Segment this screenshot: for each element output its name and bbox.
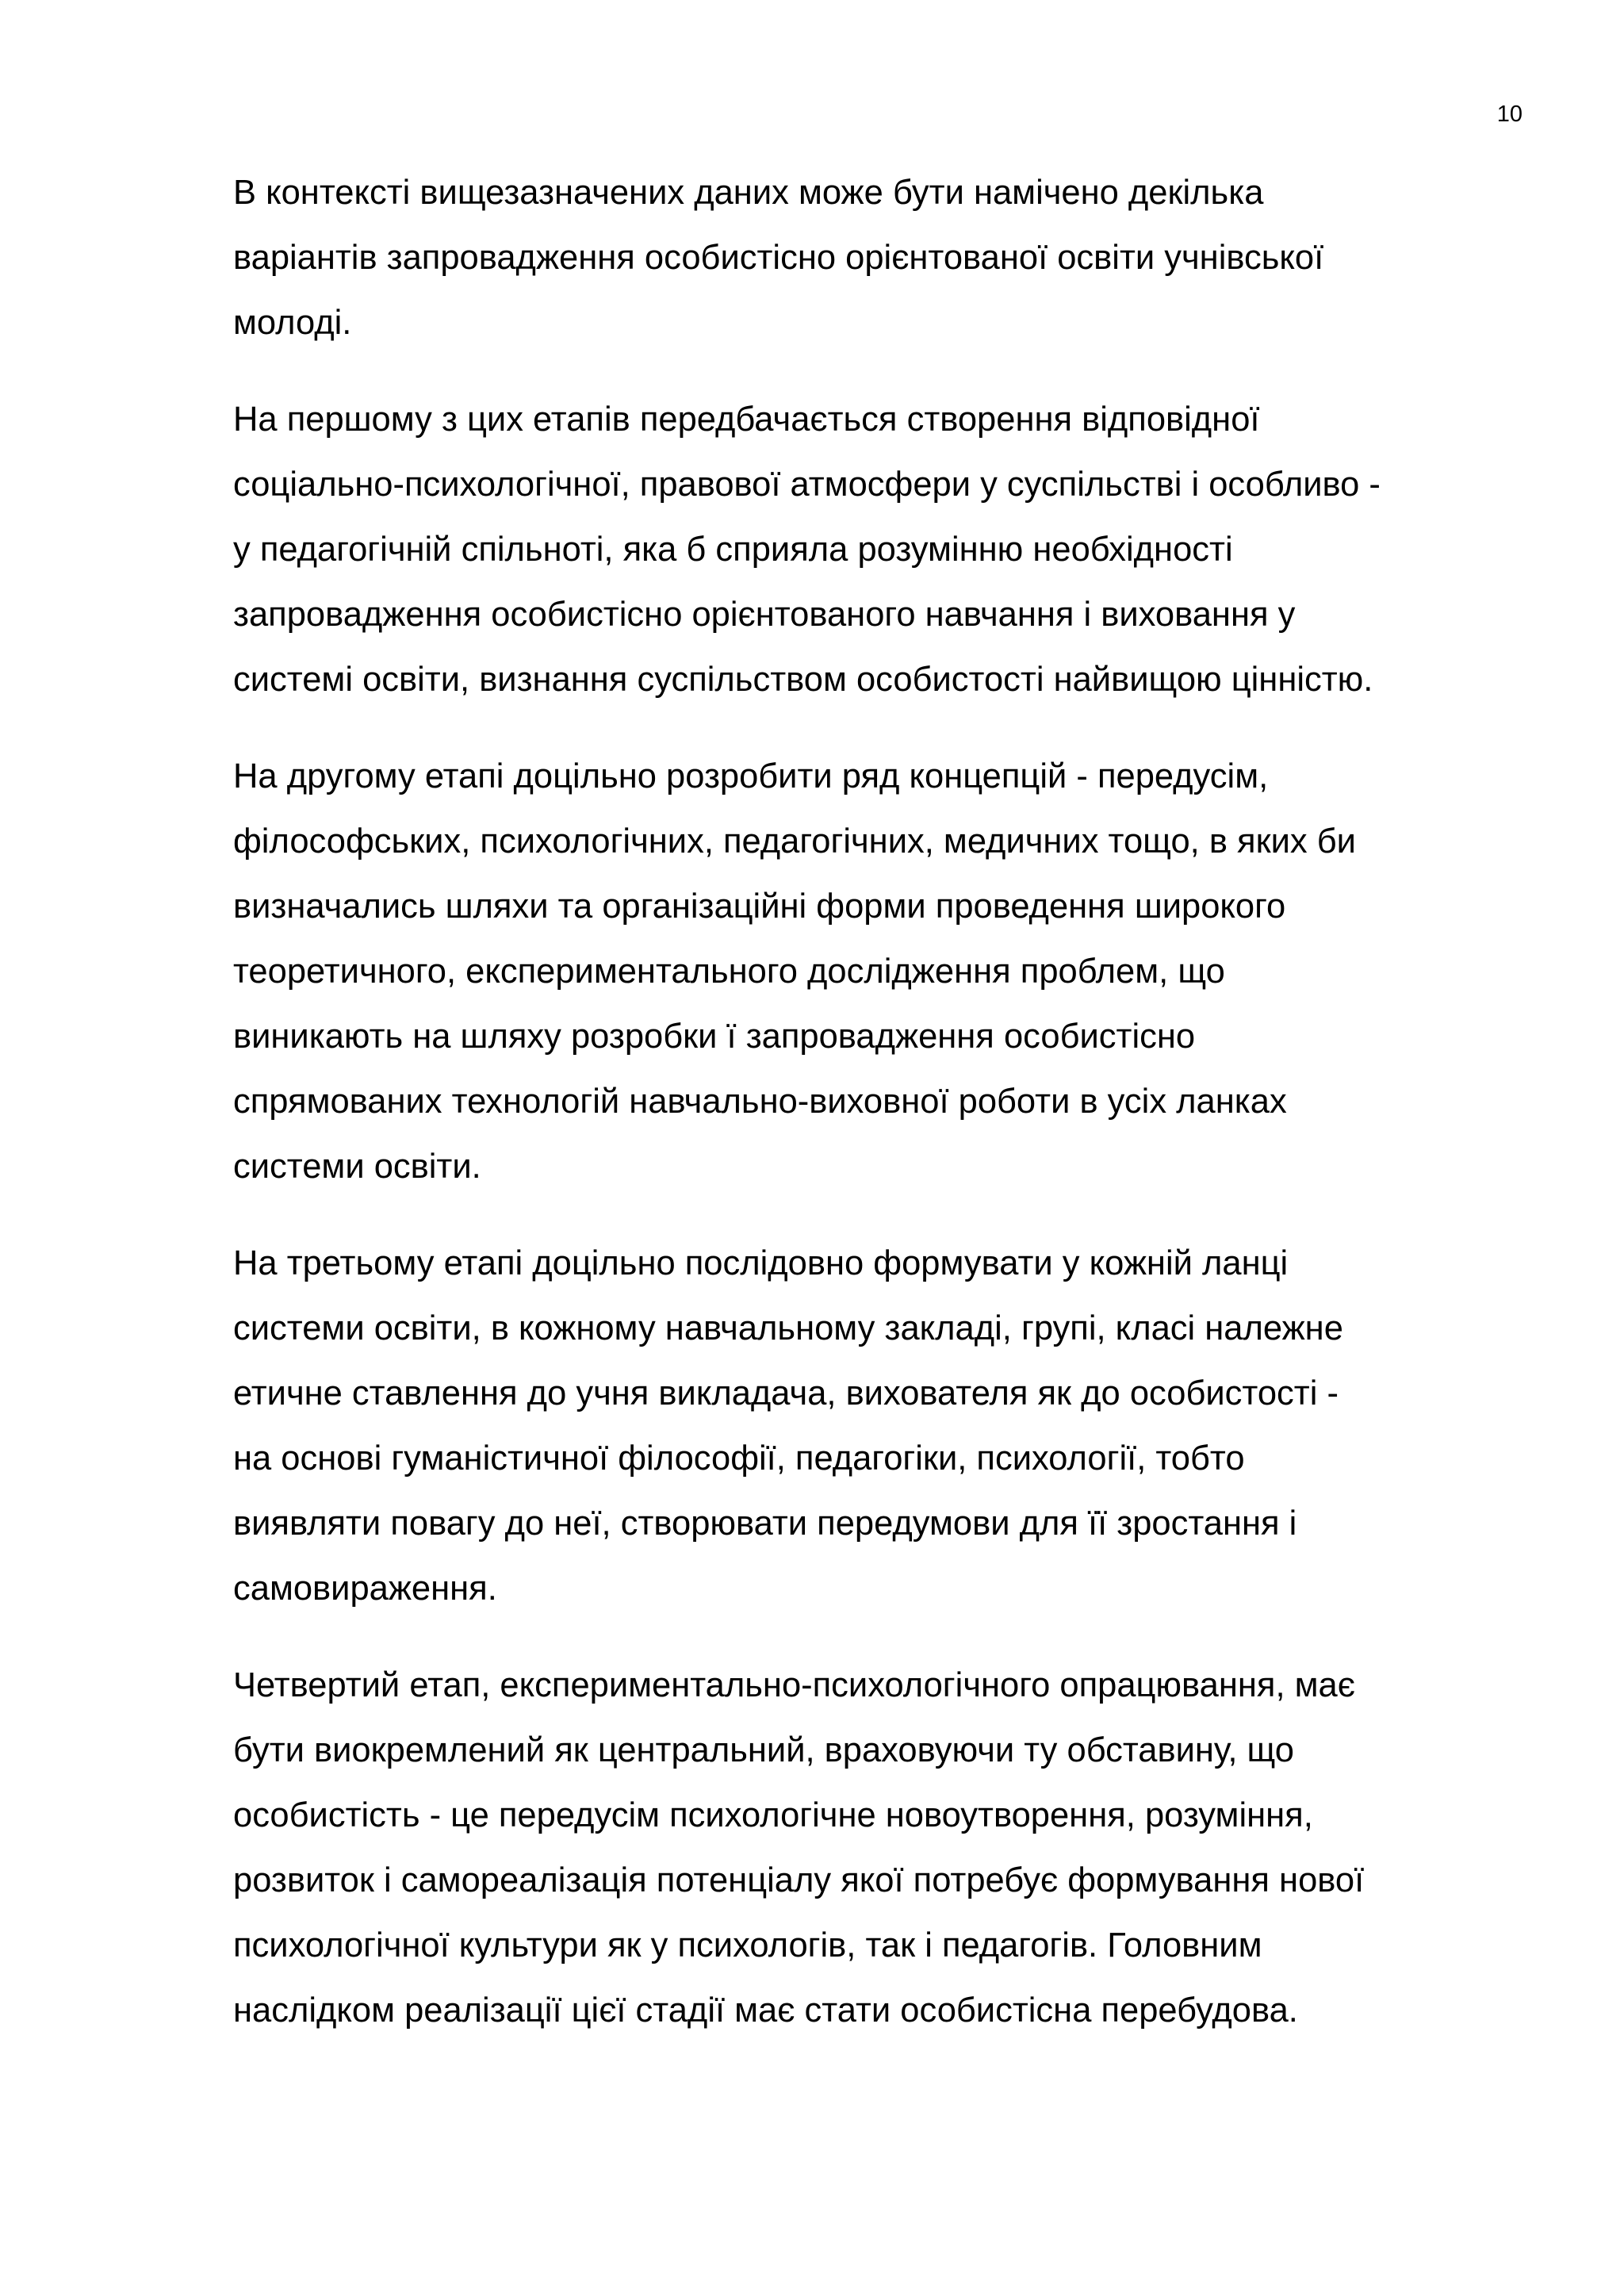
text-line: системи освіти, в кожному навчальному закладі, групі, класі належне <box>233 1309 1343 1347</box>
text-line: запровадження особистісно орієнтованого навчання і виховання у <box>233 596 1296 634</box>
text-line: психологічної культури як у психологів, так і педагогів. Головним <box>233 1926 1262 1964</box>
text-line: варіантів запровадження особистісно орієнтованої освіти учнівської <box>233 239 1324 277</box>
paragraph-2 <box>233 387 1518 712</box>
text-line: спрямованих технологій навчально-виховної роботи в усіх ланках <box>233 1083 1287 1121</box>
text-line: На третьому етапі доцільно послідовно формувати у кожній ланці <box>233 1244 1289 1282</box>
text-line: на основі гуманістичної філософії, педагогіки, психології, тобто <box>233 1439 1245 1478</box>
text-line: наслідком реалізації цієї стадії має стати особистісна перебудова. <box>233 1991 1298 2030</box>
text-line: молоді. <box>233 304 352 342</box>
text-line: у педагогічній спільноті, яка б сприяла розумінню необхідності <box>233 531 1233 569</box>
text-line: соціально-психологічної, правової атмосфери у суспільстві і особливо - <box>233 466 1381 504</box>
text-line: розвиток і самореалізація потенціалу якої потребує формування нової <box>233 1861 1365 1899</box>
page-number: 10 <box>1496 102 1522 127</box>
paragraph-1 <box>233 160 1518 355</box>
paragraph-4 <box>233 1231 1518 1621</box>
text-line: філософських, психологічних, педагогічних, медичних тощо, в яких би <box>233 822 1356 861</box>
text-line: визначались шляхи та організаційні форми проведення широкого <box>233 887 1286 926</box>
text-line: На другому етапі доцільно розробити ряд концепцій - передусім, <box>233 757 1269 795</box>
text-line: системі освіти, визнання суспільством особистості найвищою цінністю. <box>233 661 1373 699</box>
paragraph-3 <box>233 744 1518 1199</box>
text-line: етичне ставлення до учня викладача, вихователя як до особистості - <box>233 1374 1339 1412</box>
text-line: виникають на шляху розробки ї запровадження особистісно <box>233 1018 1196 1056</box>
text-line: системи освіти. <box>233 1148 481 1186</box>
text-line: На першому з цих етапів передбачається створення відповідної <box>233 401 1260 439</box>
paragraph-5 <box>233 1653 1518 2043</box>
text-line: бути виокремлений як центральний, враховуючи ту обставину, що <box>233 1731 1294 1769</box>
document-body <box>233 160 1518 2075</box>
text-line: виявляти повагу до неї, створювати передумови для її зростання і <box>233 1504 1297 1543</box>
text-line: Четвертий етап, експериментально-психологічного опрацювання, має <box>233 1666 1355 1704</box>
text-line: теоретичного, експериментального дослідження проблем, що <box>233 953 1225 991</box>
text-line: В контексті вищезазначених даних може бути намічено декілька <box>233 174 1264 212</box>
text-line: особистість - це передусім психологічне новоутворення, розуміння, <box>233 1796 1313 1834</box>
text-line: самовираження. <box>233 1570 497 1608</box>
